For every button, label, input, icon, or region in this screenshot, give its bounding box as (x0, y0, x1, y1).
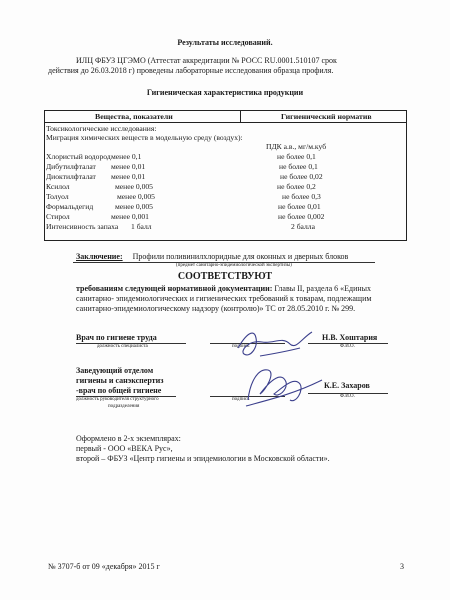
substance-name: Стирол (46, 212, 70, 221)
header-line-2: действия до 26.03.2018 г) проведены лабораторные исследования образца профиля. (48, 66, 334, 75)
substance-name: Формальдегид (46, 202, 94, 211)
compliance-line-1-rest: Главы II, раздела 6 «Единых (272, 284, 372, 293)
substance-value: менее 0,005 (115, 182, 153, 191)
header-line-1: ИЛЦ ФБУЗ ЦГЭМО (Аттестат аккредитации № РОСС RU.0001.510107 срок (76, 56, 337, 65)
table-unit-row (45, 142, 408, 152)
compliance-line-1 (76, 284, 371, 293)
unit-label: ПДК а.в., мг/м.куб (266, 142, 327, 151)
signer2-role-line-2: гигиены и санэкспертиз (76, 376, 164, 385)
footer-doc-ref: № 3707-б от 09 «декабря» 2015 г (48, 562, 160, 571)
conclusion-line (76, 252, 348, 261)
signer2-role-caption-2: подразделения (108, 404, 140, 409)
signer1-role: Врач по гигиене труда (76, 333, 157, 342)
signer2-role-line-3: -врач по общей гигиене (76, 386, 162, 395)
table-header-divider (45, 122, 406, 123)
hygiene-table (44, 110, 407, 241)
substance-value: менее 0,005 (115, 202, 153, 211)
copies-line-1: Оформлено в 2-х экземплярах: (76, 434, 181, 443)
signer2-role-line-1: Заведующий отделом (76, 366, 154, 375)
substance-norm: не более 0,02 (280, 172, 323, 181)
table-row (45, 162, 408, 172)
table-row (45, 152, 408, 162)
substance-norm: не более 0,2 (277, 182, 316, 191)
group-label: Токсикологические исследования: (46, 124, 157, 133)
signer1-name: Н.В. Хоштария (322, 333, 378, 342)
table-header-norm: Гигиенический норматив (281, 112, 372, 121)
table-row (45, 182, 408, 192)
signer2-name-caption: Ф.И.О. (340, 394, 355, 399)
substance-value: менее 0,1 (111, 152, 142, 161)
copies-line-2: первый - ООО «ВЕКА Рус», (76, 444, 173, 453)
substance-value: менее 0,01 (111, 172, 146, 181)
signer1-role-caption: должность специалиста (97, 344, 148, 349)
signer2-sign-caption: подпись (232, 397, 250, 402)
copies-line-3: второй – ФБУЗ «Центр гигиены и эпидемиологии в Московской области». (76, 454, 330, 463)
signer1-name-caption: Ф.И.О. (340, 344, 355, 349)
substance-value: 1 балл (131, 222, 152, 231)
results-title: Результаты исследований. (177, 38, 273, 47)
substance-name: Интенсивность запаха (46, 222, 119, 231)
conclusion-label: Заключение: (76, 252, 123, 261)
compliance-line-3: санитарно-эпидемиологическому надзору (контролю)» ТС от 28.05.2010 г. № 299. (76, 304, 356, 313)
substance-norm: не более 0,1 (279, 162, 318, 171)
table-column-divider (240, 111, 241, 122)
substance-name: Толуол (46, 192, 69, 201)
table-header-substances: Вещества, показатели (95, 112, 173, 121)
section-title: Гигиеническая характеристика продукции (146, 88, 304, 97)
signer2-role-caption-1: должность руководителя структурного (76, 397, 159, 402)
substance-name: Ксилол (46, 182, 70, 191)
substance-norm: 2 балла (291, 222, 315, 231)
substance-name: Хлористый водород (46, 152, 111, 161)
table-row (45, 202, 408, 212)
conclusion-caption: (предмет санитарно-эпидемиологической экспертизы) (176, 263, 292, 268)
signature-2-scribble (238, 360, 328, 415)
substance-value: менее 0,001 (111, 212, 149, 221)
table-row (45, 172, 408, 182)
signer2-name: К.Е. Захаров (324, 381, 370, 390)
table-row (45, 222, 408, 232)
table-row (45, 192, 408, 202)
substance-norm: не более 0,3 (282, 192, 321, 201)
conclusion-text: Профили поливинилхлоридные для оконных и дверных блоков (132, 252, 349, 261)
group-label: Миграция химических веществ в модельную среду (воздух): (46, 133, 243, 142)
substance-value: менее 0,005 (117, 192, 155, 201)
substance-norm: не более 0,01 (278, 202, 321, 211)
substance-name: Диоктилфталат (46, 172, 96, 181)
substance-name: Дибутилфталат (46, 162, 96, 171)
footer-page-number: 3 (400, 562, 404, 571)
substance-norm: не более 0,1 (277, 152, 316, 161)
substance-norm: не более 0,002 (278, 212, 325, 221)
substance-value: менее 0,01 (111, 162, 146, 171)
compliance-lead: требованиям следующей нормативной документации: (76, 284, 273, 293)
signer1-sign-caption: подпись (232, 344, 250, 349)
compliance-line-2: санитарно- эпидемиологических и гигиенических требований к товарам, подлежащим (76, 294, 372, 303)
compliance-title: СООТВЕТСТВУЮТ (177, 271, 273, 282)
table-row (45, 212, 408, 222)
